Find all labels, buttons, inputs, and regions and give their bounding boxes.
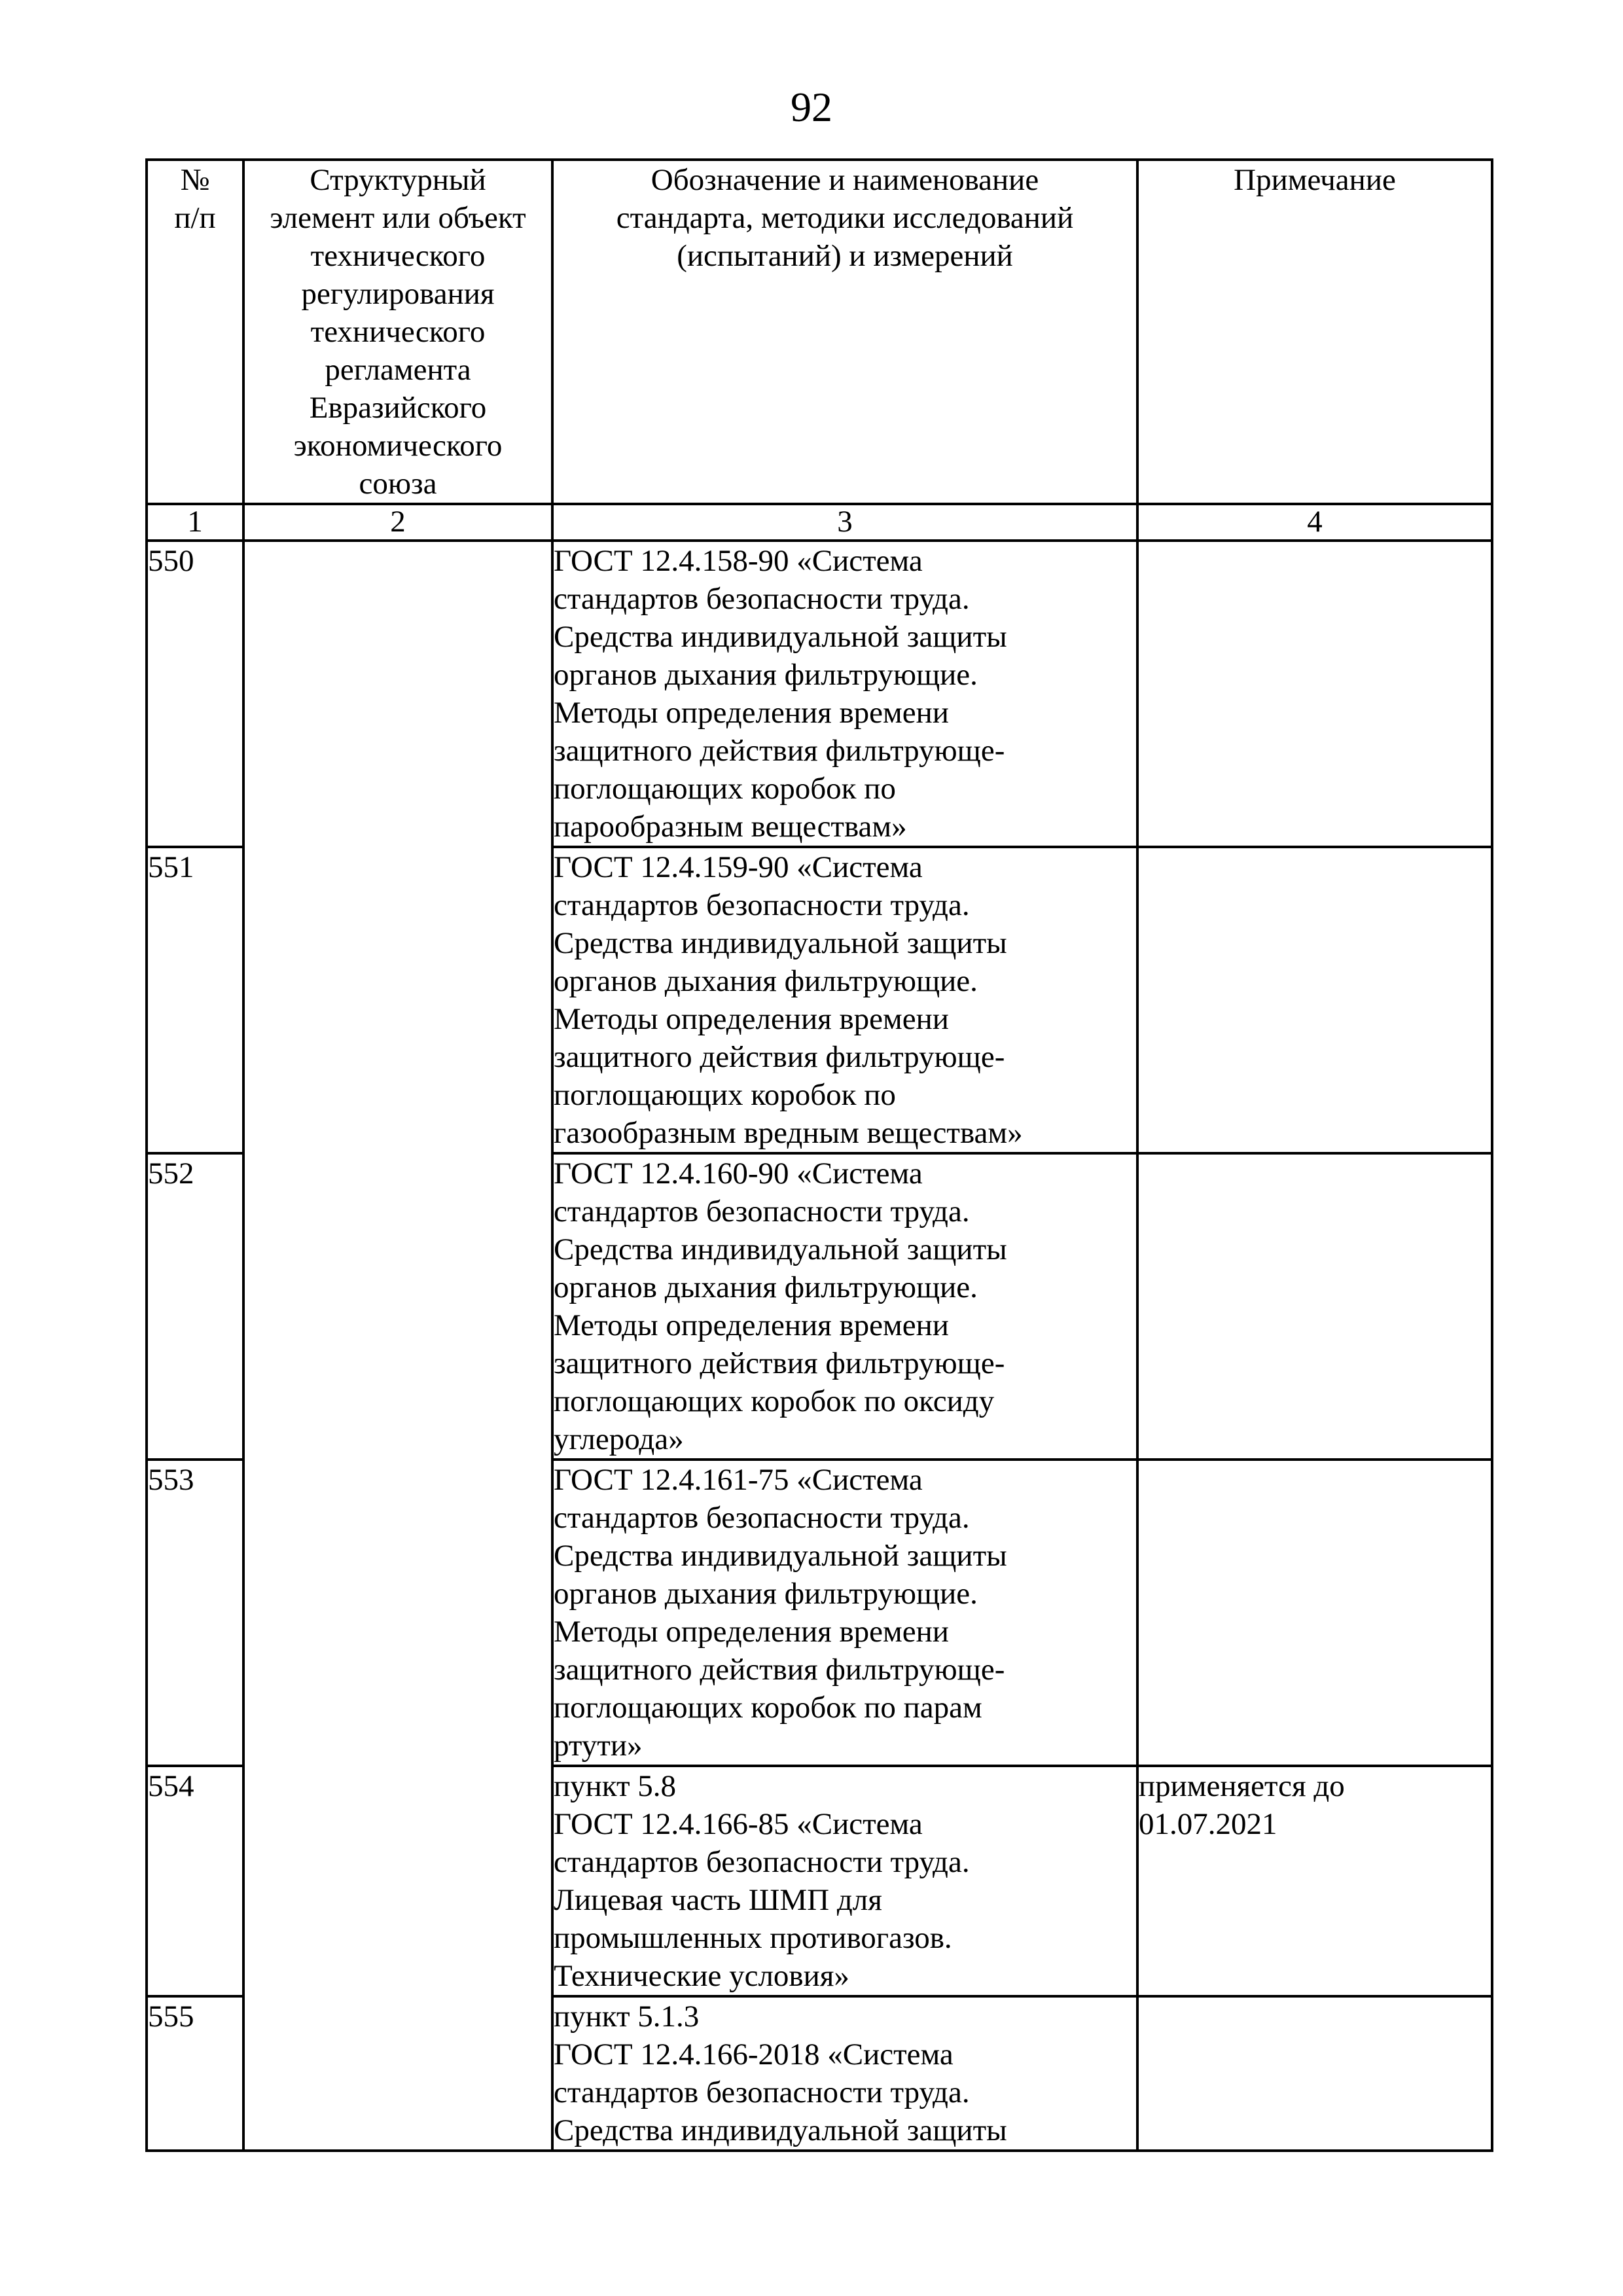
note-cell <box>1137 541 1492 847</box>
standard-text-line: органов дыхания фильтрующие. <box>554 964 978 998</box>
standard-text-line: газообразным вредным веществам» <box>554 1116 1023 1150</box>
standard-cell <box>552 1996 1137 2151</box>
standard-text-line: стандартов безопасности труда. <box>554 2075 970 2109</box>
standard-text-line: органов дыхания фильтрующие. <box>554 1270 978 1304</box>
standard-text-line: Средства индивидуальной защиты <box>554 620 1007 654</box>
standard-cell <box>552 541 1137 847</box>
standard-text-line: стандартов безопасности труда. <box>554 1845 970 1879</box>
header-col-standard <box>552 160 1137 504</box>
row-number: 552 <box>147 1153 243 1460</box>
row-number: 555 <box>147 1996 243 2151</box>
note-cell <box>1137 1766 1492 1996</box>
standard-text-line: Средства индивидуальной защиты <box>554 1232 1007 1266</box>
header-text-line: технического <box>310 239 486 273</box>
standard-text-line: Лицевая часть ШМП для <box>554 1883 882 1917</box>
column-number: 4 <box>1137 504 1492 541</box>
header-text-line: союза <box>359 467 437 501</box>
standard-text-line: Технические условия» <box>554 1959 849 1993</box>
table-row <box>147 541 1492 847</box>
column-number: 2 <box>243 504 552 541</box>
note-cell <box>1137 1460 1492 1766</box>
standard-cell <box>552 847 1137 1153</box>
header-col-element <box>243 160 552 504</box>
table-header-row <box>147 160 1492 504</box>
header-text-line: Обозначение и наименование <box>651 163 1039 197</box>
standard-cell <box>552 1766 1137 1996</box>
standard-cell <box>552 1153 1137 1460</box>
row-number: 554 <box>147 1766 243 1996</box>
standard-text-line: поглощающих коробок по оксиду <box>554 1384 995 1418</box>
standard-text-line: Средства индивидуальной защиты <box>554 1539 1007 1573</box>
standard-text-line: стандартов безопасности труда. <box>554 888 970 922</box>
standard-text-line: стандартов безопасности труда. <box>554 1501 970 1535</box>
standard-text-line: ГОСТ 12.4.166-85 «Система <box>554 1807 923 1841</box>
standard-text-line: Методы определения времени <box>554 696 949 730</box>
standard-text-line: Средства индивидуальной защиты <box>554 2113 1007 2147</box>
note-text-line: применяется до <box>1139 1769 1345 1803</box>
note-text-line: 01.07.2021 <box>1139 1807 1277 1841</box>
column-number-row <box>147 504 1492 541</box>
header-text-line: Примечание <box>1234 163 1396 197</box>
row-number: 551 <box>147 847 243 1153</box>
standard-text-line: защитного действия фильтрующе- <box>554 734 1005 768</box>
standard-text-line: ГОСТ 12.4.160-90 «Система <box>554 1157 923 1191</box>
standard-text-line: ГОСТ 12.4.161-75 «Система <box>554 1463 923 1497</box>
standard-text-line: стандартов безопасности труда. <box>554 1194 970 1229</box>
standard-text-line: ГОСТ 12.4.159-90 «Система <box>554 850 923 884</box>
header-text-line: п/п <box>174 201 216 235</box>
standard-text-line: пункт 5.1.3 <box>554 2000 700 2034</box>
standard-text-line: промышленных противогазов. <box>554 1921 952 1955</box>
page-number: 92 <box>791 84 832 130</box>
note-cell <box>1137 1153 1492 1460</box>
standard-text-line: Методы определения времени <box>554 1002 949 1036</box>
standard-text-line: ГОСТ 12.4.158-90 «Система <box>554 544 923 578</box>
standard-text-line: защитного действия фильтрующе- <box>554 1653 1005 1687</box>
standard-text-line: пункт 5.8 <box>554 1769 677 1803</box>
header-text-line: (испытаний) и измерений <box>677 239 1013 273</box>
header-text-line: стандарта, методики исследований <box>616 201 1074 235</box>
standard-text-line: Методы определения времени <box>554 1308 949 1342</box>
standard-text-line: органов дыхания фильтрующие. <box>554 1577 978 1611</box>
standard-text-line: стандартов безопасности труда. <box>554 582 970 616</box>
standard-text-line: ртути» <box>554 1729 643 1763</box>
standard-text-line: углерода» <box>554 1422 684 1456</box>
standard-text-line: ГОСТ 12.4.166-2018 «Система <box>554 2037 954 2072</box>
standard-text-line: Средства индивидуальной защиты <box>554 926 1007 960</box>
header-text-line: элемент или объект <box>270 201 526 235</box>
standard-text-line: поглощающих коробок по <box>554 772 896 806</box>
header-text-line: Евразийского <box>309 391 487 425</box>
standard-text-line: органов дыхания фильтрующие. <box>554 658 978 692</box>
header-text-line: экономического <box>293 429 503 463</box>
header-col-note <box>1137 160 1492 504</box>
header-text-line: технического <box>310 315 486 349</box>
column-number: 3 <box>552 504 1137 541</box>
standards-table <box>145 158 1493 2152</box>
standard-text-line: парообразным веществам» <box>554 810 907 844</box>
standard-text-line: поглощающих коробок по парам <box>554 1691 982 1725</box>
standard-cell <box>552 1460 1137 1766</box>
header-text-line: регламента <box>325 353 471 387</box>
row-number: 553 <box>147 1460 243 1766</box>
structural-element-cell <box>243 541 552 2151</box>
note-cell <box>1137 847 1492 1153</box>
note-cell <box>1137 1996 1492 2151</box>
header-col-number <box>147 160 243 504</box>
column-number: 1 <box>147 504 243 541</box>
header-text-line: Структурный <box>310 163 486 197</box>
header-text-line: регулирования <box>301 277 495 311</box>
header-text-line: № <box>180 163 210 197</box>
standard-text-line: защитного действия фильтрующе- <box>554 1040 1005 1074</box>
standard-text-line: поглощающих коробок по <box>554 1078 896 1112</box>
standard-text-line: Методы определения времени <box>554 1615 949 1649</box>
standard-text-line: защитного действия фильтрующе- <box>554 1346 1005 1380</box>
row-number: 550 <box>147 541 243 847</box>
